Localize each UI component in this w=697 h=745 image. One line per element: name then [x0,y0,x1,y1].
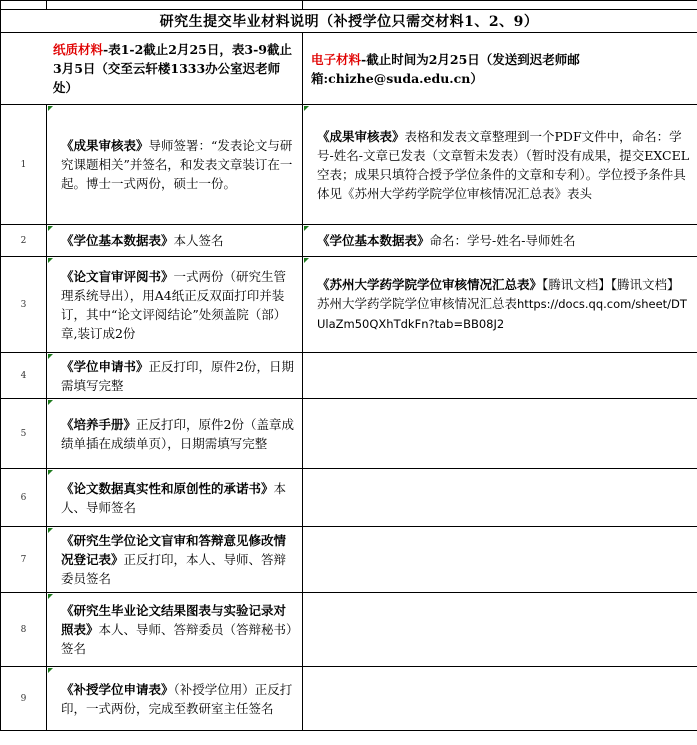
table-row [1,667,697,731]
form-name: 《成果审核表》 [317,128,405,144]
electronic-materials-header[interactable] [303,33,697,105]
paper-cell[interactable] [47,105,303,225]
form-note: 一式两份（研究生管理系统导出），用A4纸正反双面打印并装订，其中“论文评阅结论”处须盖院（部）章,装订成2份 [61,268,287,341]
paper-cell[interactable] [47,225,303,257]
comment-marker-icon [304,226,309,231]
row-number[interactable]: 1 [1,105,47,225]
comment-marker-icon [304,258,309,263]
comment-marker-icon [48,106,53,111]
form-note: 本人、导师签名 [61,480,287,515]
paper-cell[interactable] [47,593,303,667]
table-row [1,353,697,399]
row-number[interactable]: 7 [1,527,47,593]
paper-label: 纸质材料 [53,42,104,57]
form-note: 本人签名 [173,233,224,248]
form-note: 【腾讯文档】【腾讯文档】苏州大学药学院学位审核情况汇总表 [317,277,680,311]
table-row [1,593,697,667]
row-number[interactable]: 4 [1,353,47,399]
form-note: 表格和发表文章整理到一个PDF文件中，命名：学号-姓名-文章已发表（文章暂未发表）（暂时没有成果，提交EXCEL空表；成果只填符合授予学位条件的文章和专利）。学位授予条件具体见《苏州大学药学院学位审核情况汇总表》表头 [317,128,689,201]
paper-cell[interactable] [47,353,303,399]
form-name: 《研究生毕业论文结果图表与实验记录对照表》 [61,603,287,637]
form-name: 《苏州大学药学院学位审核情况汇总表》 [317,277,543,292]
form-name: 《学位申请书》 [61,358,149,374]
electronic-cell[interactable] [303,257,697,353]
form-name: 《研究生学位论文盲审和答辩意见修改情况登记表》 [61,533,287,567]
form-name: 《论文盲审评阅书》 [61,268,174,284]
comment-marker-icon [48,354,53,359]
top-strip-row [1,1,697,10]
comment-marker-icon [48,594,53,599]
paper-materials-header[interactable] [1,33,303,105]
form-name: 《学位基本数据表》 [61,233,174,248]
form-note: （补授学位用）正反打印，一式两份，完成至教研室主任签名 [61,681,293,716]
form-note: 正反打印，原件2份（盖章成绩单插在成绩单页），日期需填写完整 [61,416,294,451]
comment-marker-icon [48,400,53,405]
strip-cell[interactable] [47,1,303,10]
form-name: 《培养手册》 [61,416,137,432]
electronic-cell[interactable] [303,469,697,527]
strip-cell[interactable] [1,1,47,10]
row-number[interactable]: 5 [1,399,47,469]
electronic-cell[interactable] [303,667,697,731]
row-number[interactable]: 9 [1,667,47,731]
form-note: 导师签署：“发表论文与研究课题相关”并签名，和发表文章装订在一起。博士一式两份，硕士一份。 [61,138,293,191]
comment-marker-icon [48,668,53,673]
document-link[interactable]: https://docs.qq.com/sheet/DTUlaZm50QXhTdkFn?tab=BB08J2 [317,297,687,331]
row-number[interactable]: 3 [1,257,47,353]
electronic-cell[interactable] [303,399,697,469]
row-number[interactable]: 2 [1,225,47,257]
comment-marker-icon [48,258,53,263]
form-note: 本人、导师、答辩委员（答辩秘书）签名 [61,622,293,656]
electronic-cell[interactable] [303,593,697,667]
table-row [1,257,697,353]
paper-text: -表1-2截止2月25日，表3-9截止3月5日（交至云轩楼1333办公室迟老师处） [53,42,292,95]
comment-marker-icon [48,226,53,231]
strip-cell[interactable] [303,1,697,10]
paper-cell[interactable] [47,399,303,469]
table-row [1,105,697,225]
comment-marker-icon [304,106,309,111]
table-row [1,399,697,469]
form-name: 《成果审核表》 [61,138,149,153]
page-title[interactable]: 研究生提交毕业材料说明（补授学位只需交材料1、2、9） [1,10,697,33]
electronic-cell[interactable] [303,225,697,257]
electronic-text: -截止时间为2月25日（发送到迟老师邮箱:chizhe@suda.edu.cn） [311,51,580,86]
header-row [1,33,697,105]
row-number[interactable]: 8 [1,593,47,667]
form-name: 《论文数据真实性和原创性的承诺书》 [61,480,274,496]
form-note: 正反打印，原件2份，日期需填写完整 [61,358,294,393]
row-number[interactable]: 6 [1,469,47,527]
form-note: 命名：学号-姓名-导师姓名 [429,233,576,248]
table-row [1,527,697,593]
table-row [1,469,697,527]
paper-cell[interactable] [47,469,303,527]
electronic-cell[interactable] [303,105,697,225]
electronic-cell[interactable] [303,527,697,593]
table-row [1,225,697,257]
title-row [1,10,697,33]
form-note: 正反打印，本人、导师、答辩委员签名 [61,552,287,586]
paper-cell[interactable] [47,527,303,593]
comment-marker-icon [48,470,53,475]
form-name: 《补授学位申请表》 [61,681,174,697]
paper-cell[interactable] [47,667,303,731]
form-name: 《学位基本数据表》 [317,233,430,248]
electronic-cell[interactable] [303,353,697,399]
comment-marker-icon [48,528,53,533]
paper-cell[interactable] [47,257,303,353]
electronic-label: 电子材料 [311,51,362,67]
